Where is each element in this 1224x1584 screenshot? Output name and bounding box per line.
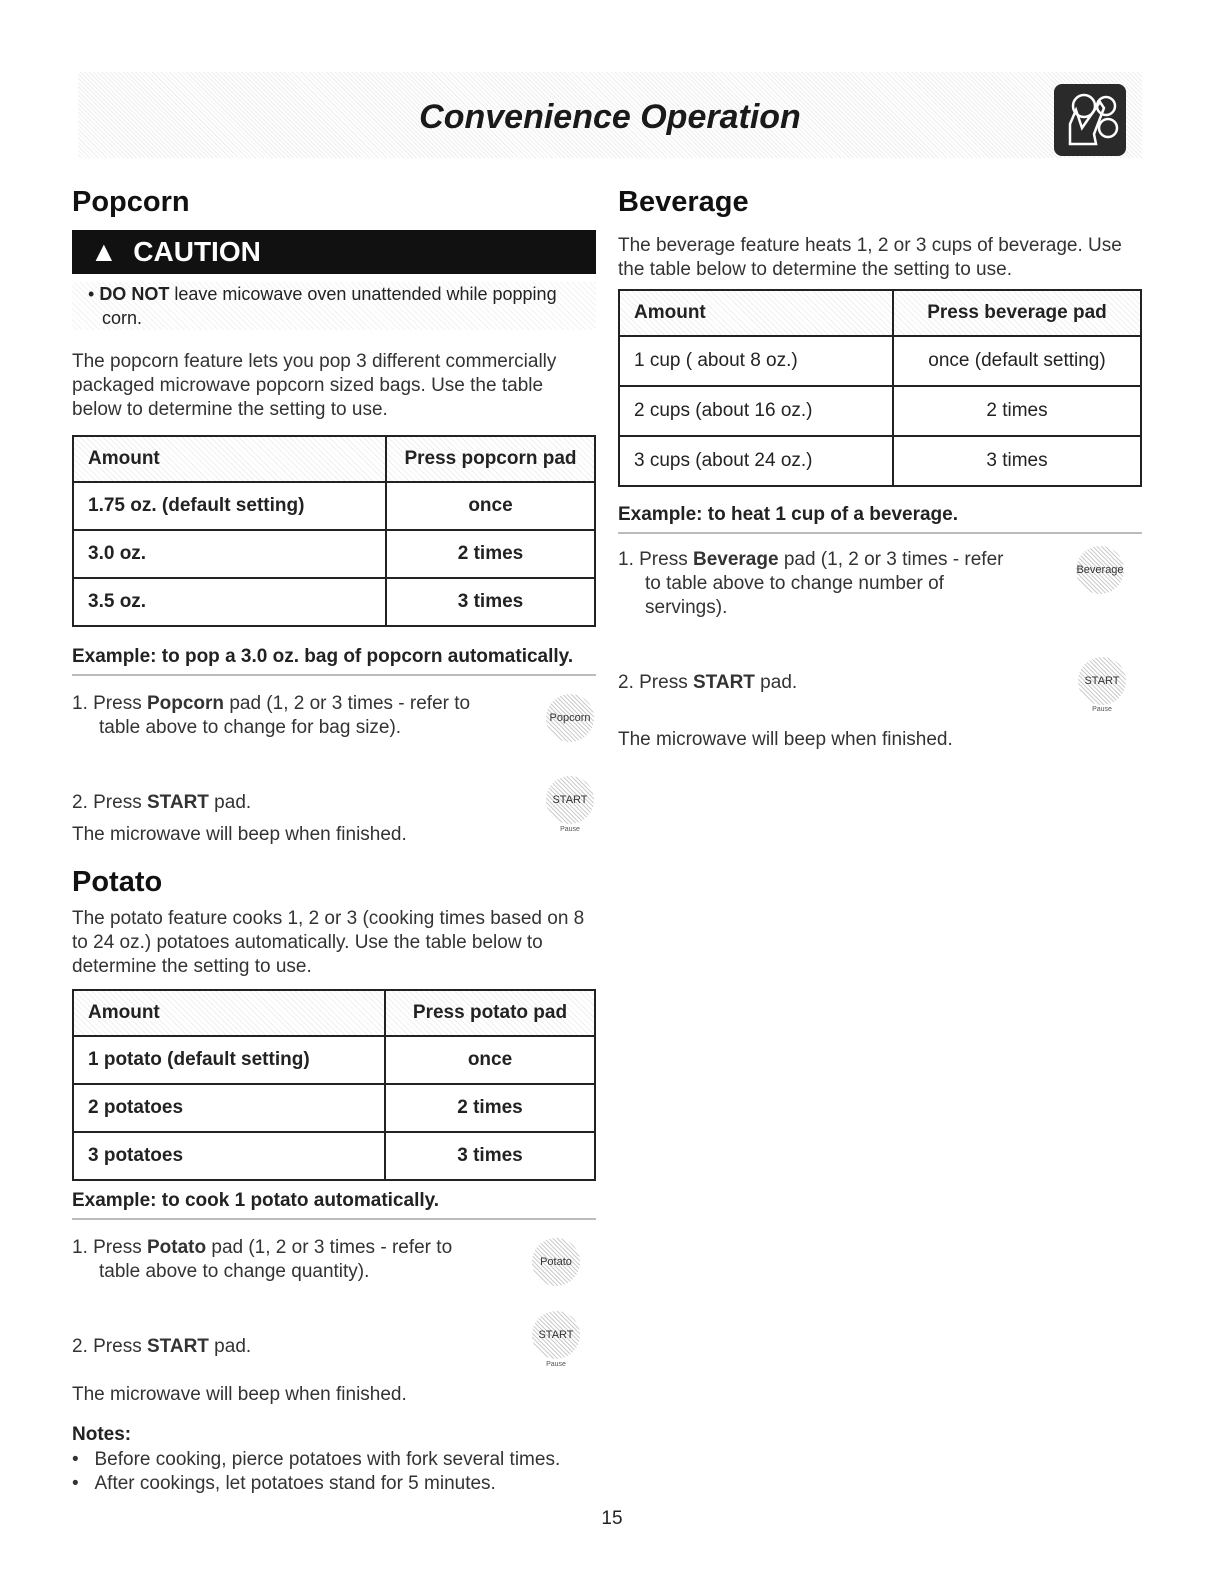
- warning-icon: ▲: [90, 236, 118, 267]
- potato-intro: The potato feature cooks 1, 2 or 3 (cooking times based on 8 to 24 oz.) potatoes automatically. Use the table below to determine the setting to use.: [72, 908, 585, 977]
- hand-pressing-pads-icon: [1054, 84, 1126, 156]
- table-header: Amount: [73, 990, 385, 1036]
- caution-banner: [72, 230, 596, 274]
- potato-step-2: 2. Press START pad.: [72, 1336, 252, 1357]
- pause-label: Pause: [560, 826, 580, 833]
- potato-table: [72, 989, 596, 1181]
- caution-text: • DO NOT leave micowave oven unattended while popping corn.: [72, 282, 596, 330]
- notes-title: Notes:: [72, 1424, 132, 1445]
- caution-body: leave micowave oven unattended while popping corn.: [102, 284, 557, 328]
- potato-example: Example: to cook 1 potato automatically.: [72, 1190, 596, 1220]
- table-header: Amount: [619, 290, 893, 336]
- beverage-intro: The beverage feature heats 1, 2 or 3 cups of beverage. Use the table below to determine the setting to use.: [618, 235, 1122, 280]
- caution-label: CAUTION: [133, 236, 261, 267]
- page-number: 15: [601, 1508, 623, 1529]
- potato-finish: The microwave will beep when finished.: [72, 1384, 407, 1405]
- table-row: 2 potatoes 2 times: [73, 1084, 595, 1132]
- table-row: 2 cups (about 16 oz.) 2 times: [619, 386, 1141, 436]
- beverage-heading: Beverage: [618, 186, 749, 218]
- start-pad-icon: START: [532, 1311, 580, 1359]
- potato-heading: Potato: [72, 866, 163, 898]
- note-item: • After cookings, let potatoes stand for 5 minutes.: [72, 1473, 496, 1494]
- section-banner: [78, 72, 1142, 158]
- table-header: Press potato pad: [385, 990, 595, 1036]
- pause-label: Pause: [1092, 706, 1112, 713]
- beverage-finish: The microwave will beep when finished.: [618, 729, 953, 750]
- table-row: 3.5 oz. 3 times: [73, 578, 595, 626]
- table-row: 3 potatoes 3 times: [73, 1132, 595, 1180]
- table-row: 3.0 oz. 2 times: [73, 530, 595, 578]
- popcorn-table: [72, 435, 596, 627]
- popcorn-intro: The popcorn feature lets you pop 3 different commercially packaged microwave popcorn sized bags. Use the table below to determine the setting to use.: [72, 351, 557, 420]
- table-row: 1.75 oz. (default setting) once: [73, 482, 595, 530]
- popcorn-step-2: 2. Press START pad.: [72, 792, 252, 813]
- popcorn-pad-icon: Popcorn: [546, 694, 594, 742]
- note-item: • Before cooking, pierce potatoes with fork several times.: [72, 1449, 561, 1470]
- table-row: 1 cup ( about 8 oz.) once (default setting): [619, 336, 1141, 386]
- table-header: Press popcorn pad: [386, 436, 595, 482]
- beverage-step-1: 1. Press Beverage pad (1, 2 or 3 times - refer to table above to change number of servings).: [618, 549, 1004, 618]
- table-header: Press beverage pad: [893, 290, 1141, 336]
- beverage-pad-icon: Beverage: [1076, 546, 1124, 594]
- pause-label: Pause: [546, 1361, 566, 1368]
- start-pad-icon: START: [546, 776, 594, 824]
- notes-list: [72, 1448, 560, 1496]
- start-pad-icon: START: [1078, 657, 1126, 705]
- caution-bold: DO NOT: [99, 284, 170, 304]
- popcorn-heading: Popcorn: [72, 186, 190, 218]
- potato-step-1: 1. Press Potato pad (1, 2 or 3 times - refer to table above to change quantity).: [72, 1237, 453, 1282]
- table-row: 3 cups (about 24 oz.) 3 times: [619, 436, 1141, 486]
- popcorn-example: Example: to pop a 3.0 oz. bag of popcorn automatically.: [72, 646, 596, 676]
- page-title: Convenience Operation: [419, 98, 801, 136]
- popcorn-finish: The microwave will beep when finished.: [72, 824, 407, 845]
- table-header: Amount: [73, 436, 386, 482]
- table-row: 1 potato (default setting) once: [73, 1036, 595, 1084]
- potato-pad-icon: Potato: [532, 1238, 580, 1286]
- popcorn-step-1: 1. Press Popcorn pad (1, 2 or 3 times - refer to table above to change for bag size).: [72, 693, 471, 738]
- beverage-example: Example: to heat 1 cup of a beverage.: [618, 504, 1142, 534]
- beverage-step-2: 2. Press START pad.: [618, 672, 798, 693]
- beverage-table: [618, 289, 1142, 487]
